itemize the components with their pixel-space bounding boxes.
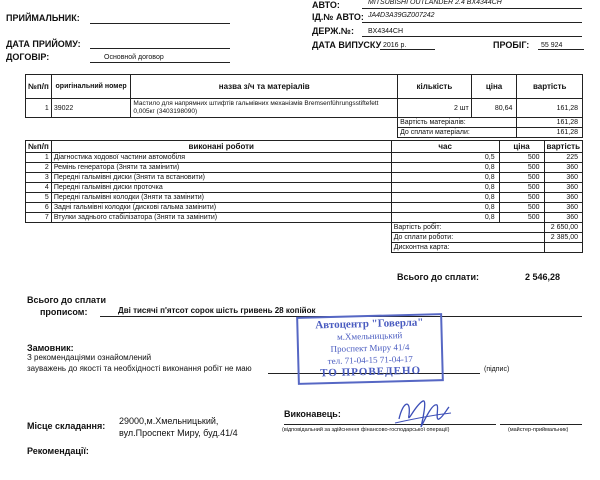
parts-total-value: 161,28: [517, 118, 583, 128]
stamp-line-4: тел. 71-04-15 71-04-17: [327, 353, 413, 367]
works-cell-n: 2: [26, 163, 52, 173]
in-words-value: Дві тисячі п'ятсот сорок шість гривень 28 копійок: [118, 306, 316, 315]
mileage-line: [538, 49, 584, 50]
customer-label: Замовник:: [27, 343, 74, 353]
parts-due-value: 161,28: [517, 128, 583, 138]
parts-header-price: ціна: [471, 75, 517, 99]
works-cell-sum: 360: [544, 183, 583, 193]
works-header-sum: вартість: [544, 141, 583, 153]
parts-due-label: До сплати матеріали:: [398, 128, 517, 138]
stamp-line-3: Проспект Миру 41/4: [330, 341, 410, 355]
works-cell-time: 0,8: [391, 183, 499, 193]
parts-header-n: №п/п: [26, 75, 52, 99]
parts-cell-name-line1: Мастило для напрямних штифтів гальмівних механізмів Bremsenführungsstiftefett: [133, 100, 379, 107]
works-cell-time: 0,8: [391, 213, 499, 223]
works-cell-n: 7: [26, 213, 52, 223]
works-cell-time: 0,5: [391, 153, 499, 163]
master-sign-line: [500, 424, 582, 425]
works-cell-n: 6: [26, 203, 52, 213]
works-cell-price: 500: [499, 203, 544, 213]
year-value: 2016 р.: [383, 42, 407, 49]
plate-value: BX4344CH: [368, 28, 404, 35]
works-cell-sum: 360: [544, 213, 583, 223]
parts-header-sum: вартість: [517, 75, 583, 99]
place-line-1: 29000,м.Хмельницький,: [119, 416, 219, 426]
table-row: [26, 153, 583, 163]
works-cell-price: 500: [499, 193, 544, 203]
master-sign-hint: (майстер-приймальник): [508, 427, 569, 433]
parts-cell-name: [131, 99, 398, 118]
year-label: ДАТА ВИПУСКУ: [312, 40, 382, 50]
works-cell-name: Ремінь генератора (Зняти та замінити): [51, 163, 391, 173]
customer-text-1: З рекомендаціями ознайомлений: [27, 353, 152, 362]
works-cell-sum: 225: [544, 153, 583, 163]
works-header-price: ціна: [499, 141, 544, 153]
intake-date-line: [90, 48, 230, 49]
year-line: [380, 49, 435, 50]
parts-cell-price: 80,64: [471, 99, 517, 118]
plate-label: ДЕРЖ.№:: [312, 26, 354, 36]
discount-card-value: [544, 243, 583, 253]
works-cell-n: 5: [26, 193, 52, 203]
works-total-value: 2 650,00: [544, 223, 583, 233]
executor-hint: (відповідальний за здійснення фінансово-господарської операції): [282, 427, 450, 433]
parts-header-code: оригінальний номер: [51, 75, 131, 99]
parts-qty-value: 2: [453, 104, 458, 112]
mileage-label: ПРОБІГ:: [493, 40, 530, 50]
customer-text-2: зауважень до якості та необхідності виконання робіт не маю: [27, 364, 252, 373]
works-cell-name: Передні гальмівні диски (Зняти та встановити): [51, 173, 391, 183]
table-row: [26, 163, 583, 173]
works-header-name: виконані роботи: [51, 141, 391, 153]
intake-date-label: ДАТА ПРИЙОМУ:: [6, 39, 81, 49]
works-table: [25, 140, 583, 253]
works-cell-name: Передні гальмівні диски проточка: [51, 183, 391, 193]
works-cell-sum: 360: [544, 163, 583, 173]
works-cell-price: 500: [499, 173, 544, 183]
works-cell-time: 0,8: [391, 163, 499, 173]
parts-table: [25, 74, 583, 138]
works-cell-sum: 360: [544, 203, 583, 213]
in-words-label-2: прописом:: [40, 307, 88, 317]
table-row: [26, 183, 583, 193]
table-row: [26, 173, 583, 183]
works-cell-price: 500: [499, 183, 544, 193]
place-label: Місце складання:: [27, 421, 106, 431]
parts-header-name: назва з/ч та матеріалів: [131, 75, 398, 99]
parts-cell-n: 1: [26, 99, 52, 118]
works-total-label: Вартість робіт:: [391, 223, 544, 233]
works-cell-time: 0,8: [391, 203, 499, 213]
customer-sign-hint: (підпис): [484, 366, 510, 373]
parts-cell-code: 39022: [51, 99, 131, 118]
works-header-time: час: [391, 141, 499, 153]
contract-value: Основной договор: [104, 54, 164, 61]
works-due-value: 2 385,00: [544, 233, 583, 243]
table-row: [26, 193, 583, 203]
parts-cell-qty: [398, 99, 472, 118]
vin-label: ІД.№ АВТО:: [312, 12, 364, 22]
parts-total-label: Вартість матеріалів:: [398, 118, 517, 128]
place-line-2: вул.Проспект Миру, буд.41/4: [119, 428, 238, 438]
works-cell-price: 500: [499, 153, 544, 163]
auto-line: [362, 8, 582, 9]
grand-total-value: 2 546,28: [525, 272, 561, 282]
vin-value: JA4D3A39GZ007242: [368, 12, 435, 19]
parts-cell-name-line2: 0,005кг (3403198090): [133, 108, 198, 115]
table-row: [26, 99, 583, 118]
works-due-label: До сплати роботи:: [391, 233, 544, 243]
works-cell-n: 1: [26, 153, 52, 163]
stamp-line-2: м.Хмельницький: [336, 330, 403, 342]
works-cell-sum: 360: [544, 173, 583, 183]
contract-line: [90, 62, 230, 63]
stamp-line-1: Автоцентр "Говерла": [315, 316, 424, 332]
master-label: ПРИЙМАЛЬНИК:: [6, 13, 80, 23]
table-row: [26, 213, 583, 223]
vin-line: [362, 22, 582, 23]
recommendations-label: Рекомендації:: [27, 446, 89, 456]
works-cell-sum: 360: [544, 193, 583, 203]
master-line: [90, 23, 230, 24]
works-cell-name: Задні гальмівні колодки (дискові гальма замінити): [51, 203, 391, 213]
works-cell-time: 0,8: [391, 193, 499, 203]
works-cell-name: Діагностика ходової частини автомобіля: [51, 153, 391, 163]
auto-value: MITSUBISHI OUTLANDER 2.4 BX4344CH: [368, 0, 502, 6]
executor-sign-line: [284, 424, 496, 425]
table-row: [26, 203, 583, 213]
grand-total-label: Всього до сплати:: [397, 272, 479, 282]
works-header-n: №п/п: [26, 141, 52, 153]
works-cell-n: 4: [26, 183, 52, 193]
works-cell-n: 3: [26, 173, 52, 183]
discount-card-label: Дисконтна карта:: [391, 243, 544, 253]
contract-label: ДОГОВІР:: [6, 52, 50, 62]
works-cell-price: 500: [499, 163, 544, 173]
company-stamp: [296, 313, 444, 385]
parts-header-qty: кількість: [398, 75, 472, 99]
works-cell-time: 0,8: [391, 173, 499, 183]
works-cell-name: Втулки заднього стабілізатора (Зняти та замінити): [51, 213, 391, 223]
plate-line: [362, 36, 582, 37]
executor-label: Виконавець:: [284, 409, 341, 419]
parts-cell-sum: 161,28: [517, 99, 583, 118]
mileage-value: 55 924: [541, 42, 563, 49]
in-words-label-1: Всього до сплати: [27, 295, 106, 305]
parts-qty-unit: шт: [459, 104, 469, 112]
signature-icon: [393, 395, 453, 433]
auto-label: АВТО:: [312, 0, 340, 10]
works-cell-name: Передні гальмівні колодки (Зняти та замінити): [51, 193, 391, 203]
works-cell-price: 500: [499, 213, 544, 223]
stamp-line-5: ТО ПРОВЕДЕНО: [319, 364, 422, 380]
